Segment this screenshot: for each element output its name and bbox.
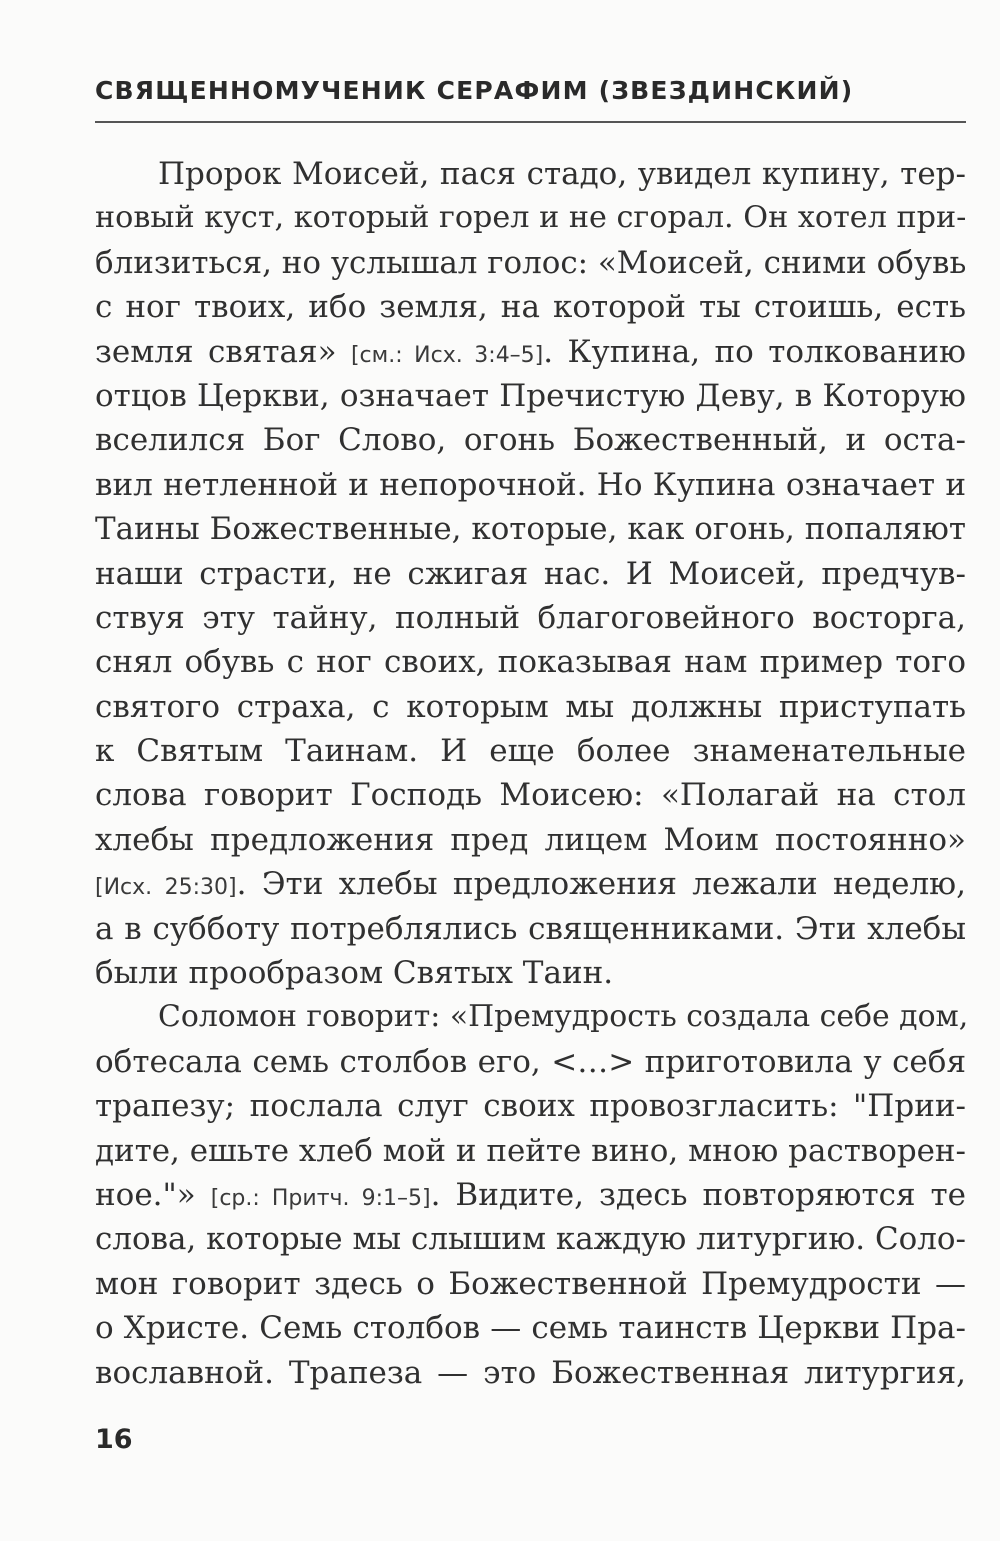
text-line: вселился Бог Слово, огонь Божественный, и оста- (95, 422, 966, 459)
line-segment: . Видите, здесь повторяются те (430, 1176, 967, 1213)
text-line: Пророк Моисей, пася стадо, увидел купину, тер- (158, 156, 966, 192)
text-line: а в субботу потреблялись священниками. Эти хлебы (95, 910, 966, 947)
text-line: к Святым Таинам. И еще более знаменательные (95, 733, 966, 770)
text-line: Соломон говорит: «Премудрость создала себе дом, (158, 999, 969, 1035)
text-line: с ног твоих, ибо земля, на которой ты стоишь, есть (95, 289, 966, 326)
text-line: вил нетленной и непорочной. Но Купина означает и (95, 466, 966, 503)
text-line: святого страха, с которым мы должны приступать (95, 688, 966, 725)
text-line: близиться, но услышал голос: «Моисей, сними обувь (95, 244, 967, 281)
text-line: слова говорит Господь Моисею: «Полагай на стол (95, 777, 966, 814)
text-line: дите, ешьте хлеб мой и пейте вино, мною растворен- (95, 1132, 966, 1169)
text-line (95, 862, 966, 906)
text-line: слова, которые мы слышим каждую литургию. Соло- (95, 1221, 966, 1258)
text-line: наши страсти, не сжигая нас. И Моисей, предчув- (95, 555, 966, 592)
running-head: СВЯЩЕННОМУЧЕНИК СЕРАФИМ (ЗВЕЗДИНСКИЙ) (95, 76, 854, 105)
line-segment: земля святая» (95, 333, 351, 370)
text-line (95, 330, 966, 374)
scripture-reference: [Исх. 25:30] (95, 875, 237, 901)
line-segment: ное."» (95, 1176, 211, 1213)
scripture-reference: [см.: Исх. 3:4–5] (350, 342, 544, 368)
text-line: о Христе. Семь столбов — семь таинств Церкви Пра- (95, 1310, 966, 1347)
body-text (95, 152, 969, 1395)
header-rule (95, 121, 966, 123)
text-line: были прообразом Святых Таин. (95, 955, 614, 992)
text-line (95, 1173, 966, 1217)
text-line: трапезу; послала слуг своих провозгласить: "Прии- (95, 1088, 966, 1125)
text-line: обтесала семь столбов его, <…> приготовила у себя (95, 1043, 966, 1080)
text-line: снял обувь с ног своих, показывая нам пример того (95, 644, 966, 681)
text-line: новый куст, который горел и не сгорал. Он хотел при- (95, 200, 967, 236)
text-line: Таины Божественные, которые, как огонь, попаляют (95, 511, 966, 548)
text-line: ствуя эту тайну, полный благоговейного восторга, (95, 599, 966, 636)
text-line: отцов Церкви, означает Пречистую Деву, в Которую (95, 377, 966, 414)
text-line: вославной. Трапеза — это Божественная литургия, (95, 1354, 966, 1391)
page-number: 16 (95, 1424, 133, 1455)
text-line: хлебы предложения пред лицем Моим постоянно» (95, 821, 966, 858)
scripture-reference: [ср.: Притч. 9:1–5] (210, 1185, 431, 1211)
text-line: мон говорит здесь о Божественной Премудрости — (95, 1265, 966, 1302)
line-segment: . Эти хлебы предложения лежали неделю, (236, 866, 967, 903)
line-segment: . Купина, по толкованию (543, 333, 966, 370)
